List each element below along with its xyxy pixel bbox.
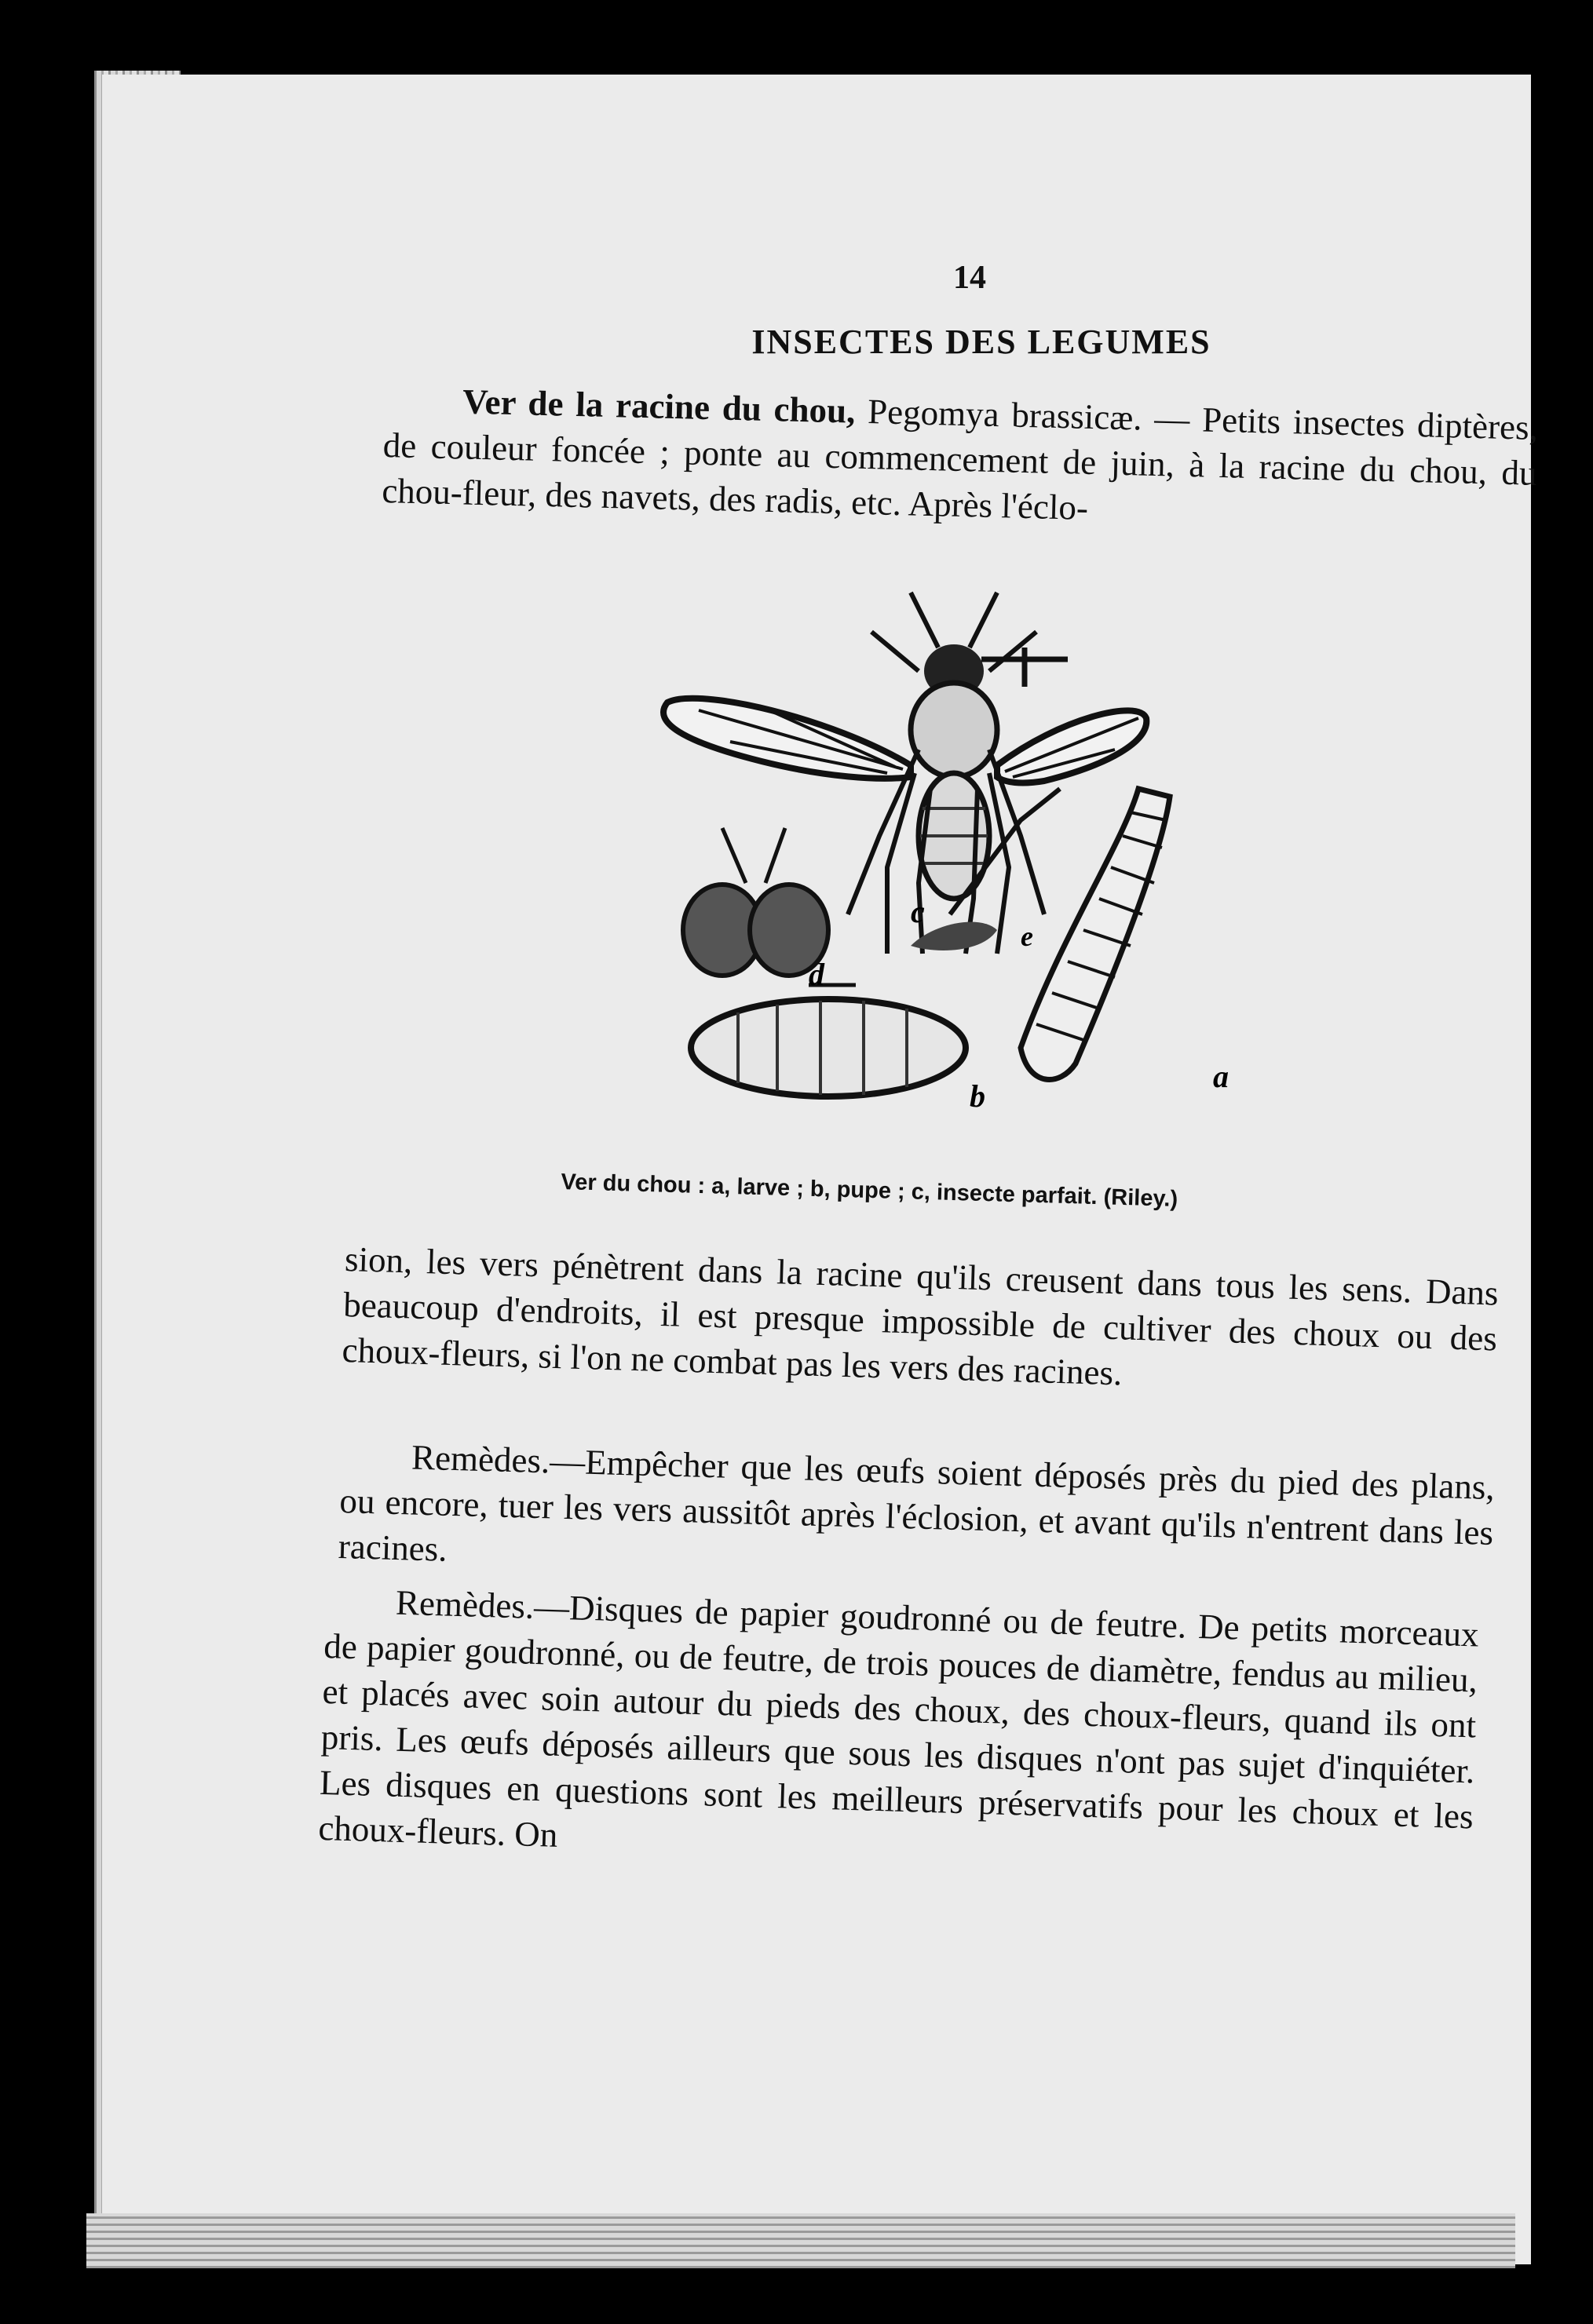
intro-title: Ver de la racine du chou, (462, 381, 857, 431)
figure-label-d: d (809, 957, 824, 992)
paragraph-continuation: sion, les vers pénètrent dans la racine qu'ils creusent dans tous les sens. Dans beaucoup d'endroits, il est presque impossible de cultiver des choux ou des choux-fleurs, si l'on ne combat pas les vers des racines. (341, 1239, 1500, 1393)
paragraph-remedes-2 (318, 1578, 1480, 1884)
figure-label-c: c (911, 894, 925, 929)
section-heading: INSECTES DES LEGUMES (751, 323, 1211, 361)
intro-text: Pegomya brassicæ. — Petits insectes diptères, de couleur foncée ; ponte au commencement de juin, à la racine du chou, du chou-fleur, des navets, des radis, etc. Après l'éclo- (381, 391, 1539, 527)
figure-label-a: a (1213, 1059, 1229, 1094)
cabbage-fly-illustration (652, 585, 1272, 1126)
paragraph-remedes-1-text: Remèdes.—Empêcher que les œufs soient déposés près du pied des plans, ou encore, tuer les vers aussitôt après l'éclosion, et avant qu'ils n'entrent dans les racines. (338, 1437, 1496, 1569)
page-bottom-edges (86, 2213, 1515, 2268)
intro-paragraph (382, 377, 1539, 542)
paragraph-remedes-2-text: Remèdes.—Disques de papier goudronné ou de feutre. De petits morceaux de papier goudronné, ou de feutre, de trois pouces de diamètre, fendus au milieu, et placés avec soin autour du pieds des choux, des choux-fleurs, quand ils ont pris. Les œufs déposés ailleurs que sous les disques n'ont pas sujet d'inquiéter. Les disques en questions sont les meilleurs préservatifs pour les choux et les choux-fleurs. On (317, 1582, 1480, 1855)
figure-label-e: e (1021, 921, 1033, 952)
page-number: 14 (953, 260, 986, 296)
figure-caption: Ver du chou : a, larve ; b, pupe ; c, insecte parfait. (Riley.) (561, 1169, 1178, 1212)
figure-label-b: b (970, 1078, 985, 1114)
